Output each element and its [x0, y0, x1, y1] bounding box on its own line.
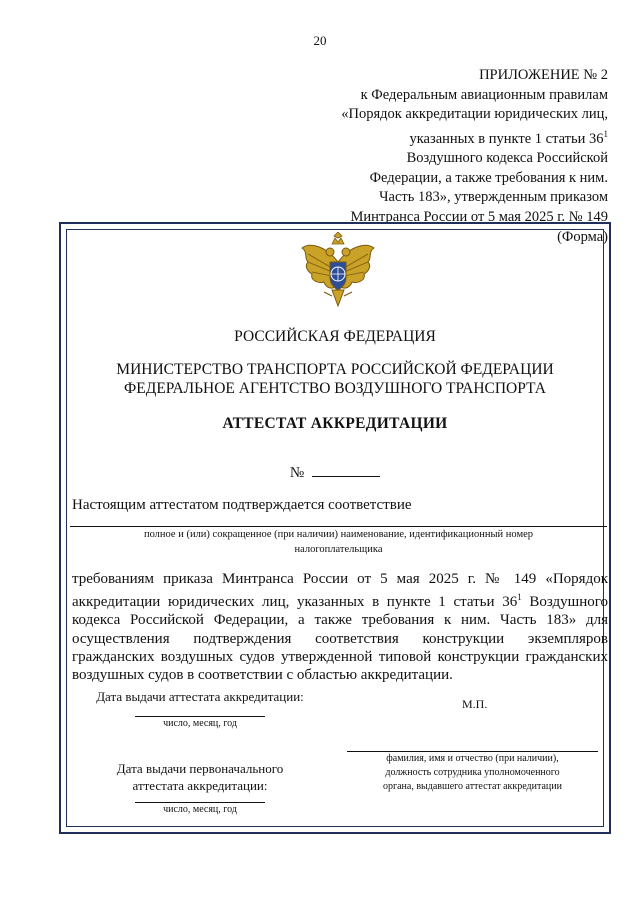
confirmation-text: Настоящим аттестатом подтверждается соответствие [72, 497, 412, 513]
issue-date-caption: число, месяц, год [163, 718, 237, 729]
paragraph-superscript: 1 [517, 592, 522, 603]
ministry-line: МИНИСТЕРСТВО ТРАНСПОРТА РОССИЙСКОЙ ФЕДЕРАЦИИ [116, 361, 554, 378]
number-blank [312, 462, 380, 477]
first-issue-label: Дата выдачи первоначального аттестата аккредитации: [116, 761, 284, 793]
appendix-line: ПРИЛОЖЕНИЕ № 2 [479, 67, 608, 83]
appendix-block [278, 66, 608, 247]
country-name: РОССИЙСКАЯ ФЕДЕРАЦИЯ [234, 328, 436, 345]
name-caption-line: налогоплательщика [294, 544, 383, 555]
form-label: (Форма) [557, 228, 608, 245]
appendix-superscript: 1 [603, 128, 608, 139]
appendix-line: указанных в пункте 1 статьи $36^1$ [409, 128, 608, 147]
name-caption-line: полное и (или) сокращенное (при наличии) наименование, идентификационный номер [143, 529, 534, 540]
agency-line: ФЕДЕРАЛЬНОЕ АГЕНТСТВО ВОЗДУШНОГО ТРАНСПОРТА [124, 380, 546, 397]
appendix-line: «Порядок аккредитации юридических лиц, [341, 106, 608, 123]
page-number: 20 [313, 33, 327, 48]
appendix-line: Часть 183», утвержденным приказом [379, 189, 608, 206]
issue-date-label: Дата выдачи аттестата аккредитации: [96, 689, 304, 704]
appendix-line: Воздушного кодекса Российской [406, 150, 608, 167]
coat-of-arms-emblem [296, 232, 380, 314]
number-label: № [289, 465, 305, 481]
document-title: АТТЕСТАТ АККРЕДИТАЦИИ [222, 415, 448, 432]
appendix-line: Минтранса России от 5 мая 2025 г. № 149 [350, 208, 608, 225]
appendix-line: Федерации, а также требования к ним. [369, 169, 608, 186]
official-caption: фамилия, имя и отчество (при наличии), должность сотрудника уполномоченного органа, выдавшего аттестат аккредитации [383, 753, 562, 792]
certificate-number [60, 462, 610, 482]
stamp-placeholder: М.П. [462, 697, 488, 711]
appendix-line: к Федеральным авиационным правилам [360, 86, 608, 103]
first-issue-date-caption: число, месяц, год [163, 804, 237, 815]
ministry-name [60, 360, 610, 398]
name-caption [70, 527, 607, 557]
accreditation-paragraph: требованиям приказа Минтранса России от 5 мая 2025 г. № 149 «Порядок аккредитации юридических лиц, указанных в пункте 1 статьи $36^1$ Воздушного кодекса Российской Федерации, а также требования к ним. Часть 183» для осуществления подтверждения соответствия конструкции экземпляров гражданских воздушных судов утвержденной типовой конструкции гражданских воздушных судов в соответствии с областью аккредитации. [72, 571, 608, 684]
